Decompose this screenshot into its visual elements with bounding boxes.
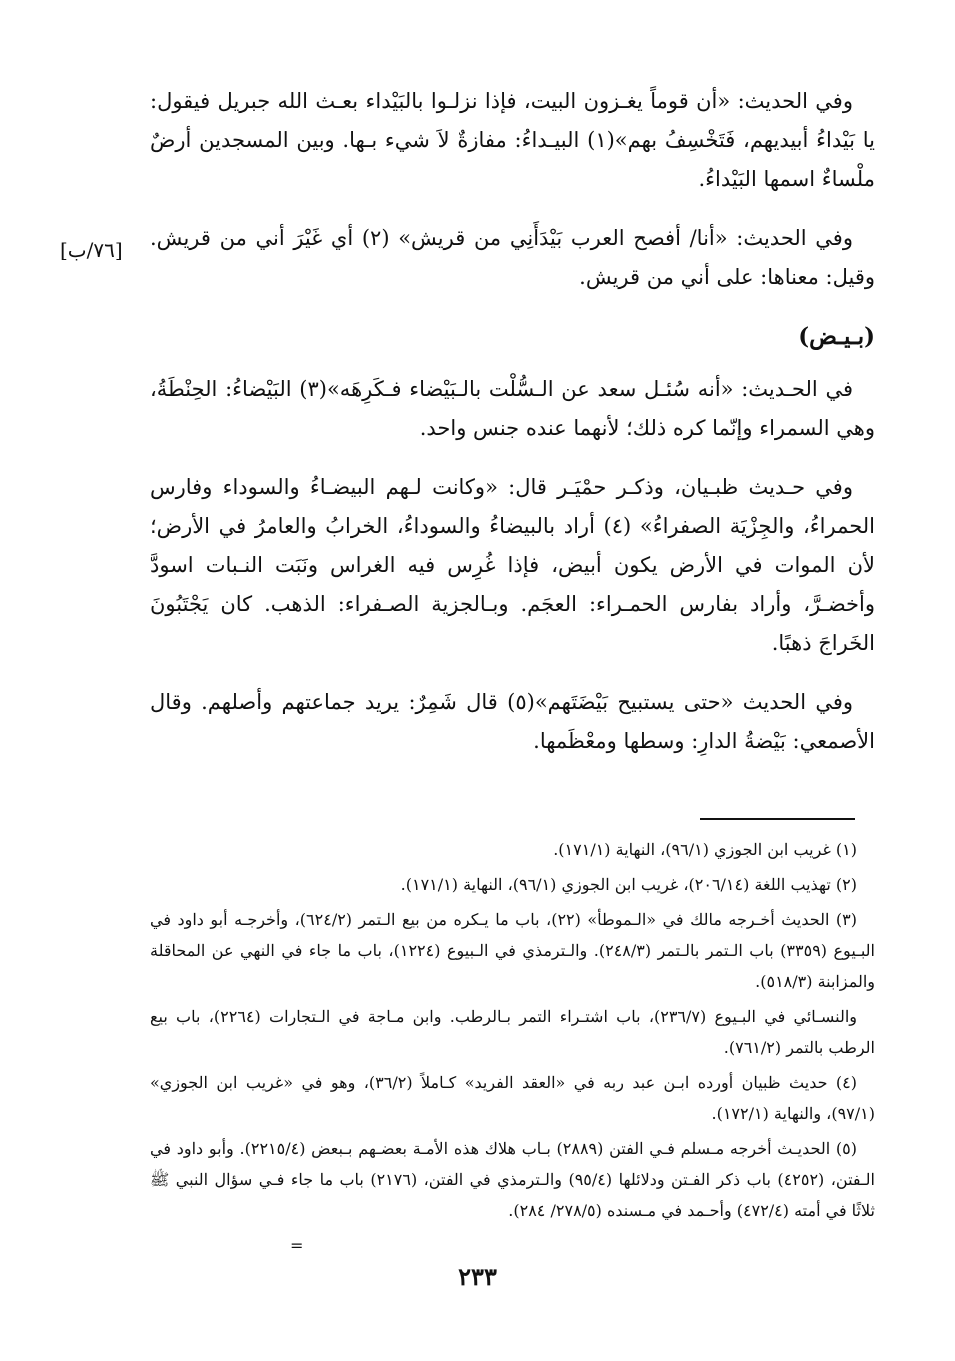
paragraph-afsah: وفي الحديث: «أنا/ أفصح العرب بَيْدَأَنِي من قريش» (٢) أي غَيْرَ أني من قريش. وقيل: معناها: على أني من قريش. (150, 226, 875, 289)
paragraph-baydaa: وفي الحديث: «أن قوماً يغـزون البيت، فإذا نزلـوا بالبَيْداء بعـث الله جبريل فيقول: يا بَيْداءُ أبيديهم، فَتَخْسِفُ بهم»(١) البيـداءُ: مفازةٌ لاَ شيء بـها. وبين المسجدين أرضٌ ملْساءٌ اسمها البَيْداءُ. (150, 89, 876, 191)
page-number: ٢٣٣ (458, 1262, 497, 1291)
margin-folio-reference: [٧٦/ب] (60, 238, 123, 262)
paragraph-sult: في الحـديث: «أنه سُئـل سعد عن الـسُّلْت بالـبَيْضاء فـكَرِهَه»(٣) البَيْضاءُ: الحِنْطَةُ، وهي السمراء وإنّما كره ذلك؛ لأنهما عنده جنس واحد. (150, 377, 875, 440)
footnotes (150, 834, 875, 1230)
continuation-mark: = (290, 1236, 304, 1255)
main-text (150, 82, 875, 781)
section-heading: (بـيـض) (798, 323, 875, 350)
footnote-5: (٥) الحديـث أخرجه مـسلم فـي الفتن (٢٨٨٩) بـاب هلاك هذه الأمـة بعضـهم بـبعض (٢٢١٥/٤). وأبو داود في الـفتن، (٤٢٥٢) باب ذكر الفـتن ودلائلها (٩٥/٤) والـترمذي في الفتن، (٢١٧٦) باب ما جاء فـي سؤال النبي ﷺ ثلاثًا في أمته (٤٧٢/٤) وأحـمد في مـسنده (٢٧٨/٥/ ٢٨٤). (150, 1139, 875, 1220)
footnote-3: (٣) الحديث أخـرجه مالك في «الـموطأ» (٢٢)، باب ما يـكره من بيع الـتمر (٦٢٤/٢)، وأخرجـه أبو داود في البـيوع (٣٣٥٩) باب الـتمر بالـتمر (٢٤٨/٣). والـترمذي في الـبيوع (١٢٢٤)، باب ما جاء في النهي عن المحاقلة والمزابنة (٥١٨/٣). (150, 910, 875, 991)
footnote-4: (٤) حديث ظبيان أورده ابـن عبد ربه في «العقد الفريد» كـاملاً (٣٦/٢)، وهو في «غريب ابن الجوزي» (٩٧/١)، والنهاية (١٧٢/١). (150, 1073, 875, 1123)
footnote-2: (٢) تهذيب اللغة (٢٠٦/١٤)، غريب ابن الجوزي (٩٦/١)، النهاية (١٧١/١). (400, 875, 857, 894)
paragraph-zabyan: وفي حـديث ظبـيان، وذكـر حمْيَـر قال: «وكانت لـهم البيضـاءُ والسوداء وفارس الحمراءُ، والجِزْيَة الصفراءُ» (٤) أراد بالبيضاءُ والسوداءُ، الخرابُ والعامرُ في الأرض؛ لأن الموات في الأرض يكون أبيض، فإذا غُرِس فيه الغراس ونَبَت النـبات اسودَّ وأخضـرَّ، وأراد بفارس الحمـراء: العجَم. وبـالجزية الصـفراء: الذهب. كان يَجْتَبُونَ الخَراجَ ذهبًا. (150, 475, 875, 655)
footnote-1: (١) غريب ابن الجوزي (٩٦/١)، النهاية (١٧١/١). (553, 840, 857, 859)
footnote-separator (700, 818, 855, 820)
paragraph-baydatahum: وفي الحديث «حتى يستبيح بَيْضَتَهم»(٥) قال شَمِرٌ: يريد جماعتهم وأصلهم. وقال الأصمعي: بَيْضةُ الدارِ: وسطها ومعْظَمها. (150, 690, 875, 753)
footnote-3-continued: والنسـائي في البـيوع (٢٣٦/٧)، باب اشتـراء التمر بـالرطب. وابن مـاجة في الـتجارات (٢٢٦٤)، باب بيع الرطب بالتمر (٧٦١/٢). (150, 1007, 875, 1057)
